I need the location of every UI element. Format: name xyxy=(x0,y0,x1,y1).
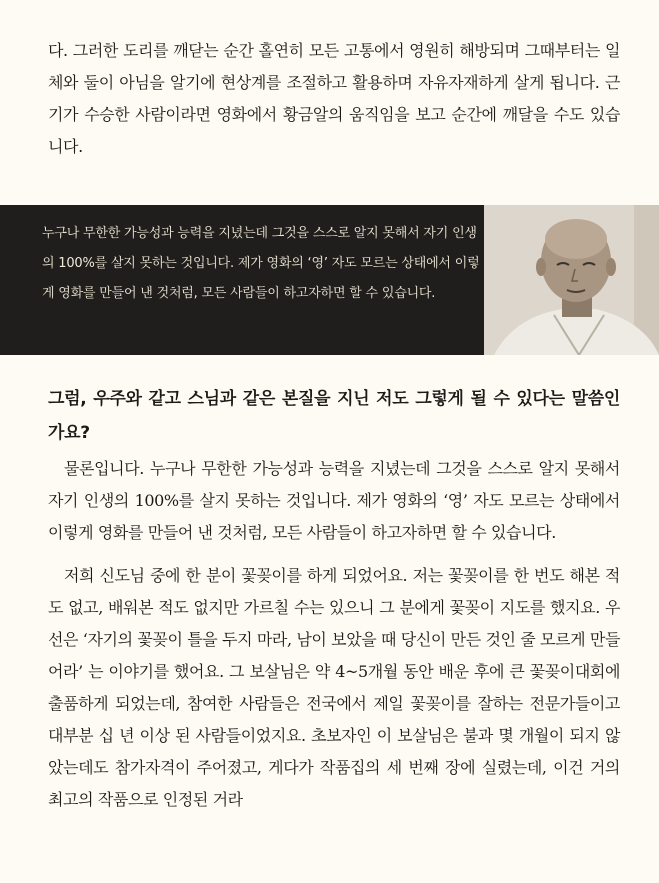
interview-question: 그럼, 우주와 같고 스님과 같은 본질을 지닌 저도 그렇게 될 수 있다는 말씀인가요? xyxy=(48,389,620,443)
quote-band xyxy=(0,205,659,355)
answer-paragraph: 저희 신도님 중에 한 분이 꽃꽂이를 하게 되었어요. 저는 꽃꽂이를 한 번도 해본 적도 없고, 배워본 적도 없지만 가르칠 수는 있으니 그 분에게 꽃꽂이 지도를 했지요. 우선은 ‘자기의 꽃꽂이 틀을 두지 마라, 남이 보았을 때 당신이 만든 것인 줄 모르게 만들어라’ 는 이야기를 했어요. 그 보살님은 약 4~5개월 동안 배운 후에 큰 꽃꽂이대회에 출품하게 되었는데, 참여한 사람들은 전국에서 제일 꽃꽂이를 잘하는 전문가들이고 대부분 십 년 이상 된 사람들이었지요. 초보자인 이 보살님은 불과 몇 개월이 되지 않았는데도 참가자격이 주어졌고, 게다가 작품집의 세 번째 장에 실렸는데, 이건 거의 최고의 작품으로 인정된 거라 xyxy=(48,566,620,809)
monk-portrait-photo xyxy=(484,205,659,355)
pull-quote: 누구나 무한한 가능성과 능력을 지녔는데 그것을 스스로 알지 못해서 자기 인생의 100%를 살지 못하는 것입니다. 제가 영화의 ‘영’ 자도 모르는 상태에서 이렇게 영화를 만들어 낸 것처럼, 모든 사람들이 하고자하면 할 수 있습니다. xyxy=(42,226,480,301)
answer-paragraph: 물론입니다. 누구나 무한한 가능성과 능력을 지녔는데 그것을 스스로 알지 못해서 자기 인생의 100%를 살지 못하는 것입니다. 제가 영화의 ‘영’ 자도 모르는 상태에서 이렇게 영화를 만들어 낸 것처럼, 모든 사람들이 하고자하면 할 수 있습니다. xyxy=(48,459,620,542)
portrait-illustration xyxy=(484,205,659,355)
intro-paragraph: 다. 그러한 도리를 깨닫는 순간 홀연히 모든 고통에서 영원히 해방되며 그때부터는 일체와 둘이 아님을 알기에 현상계를 조절하고 활용하며 자유자재하게 살게 됩니다. 근기가 수승한 사람이라면 영화에서 황금알의 움직임을 보고 순간에 깨달을 수도 있습니다. xyxy=(48,41,620,156)
